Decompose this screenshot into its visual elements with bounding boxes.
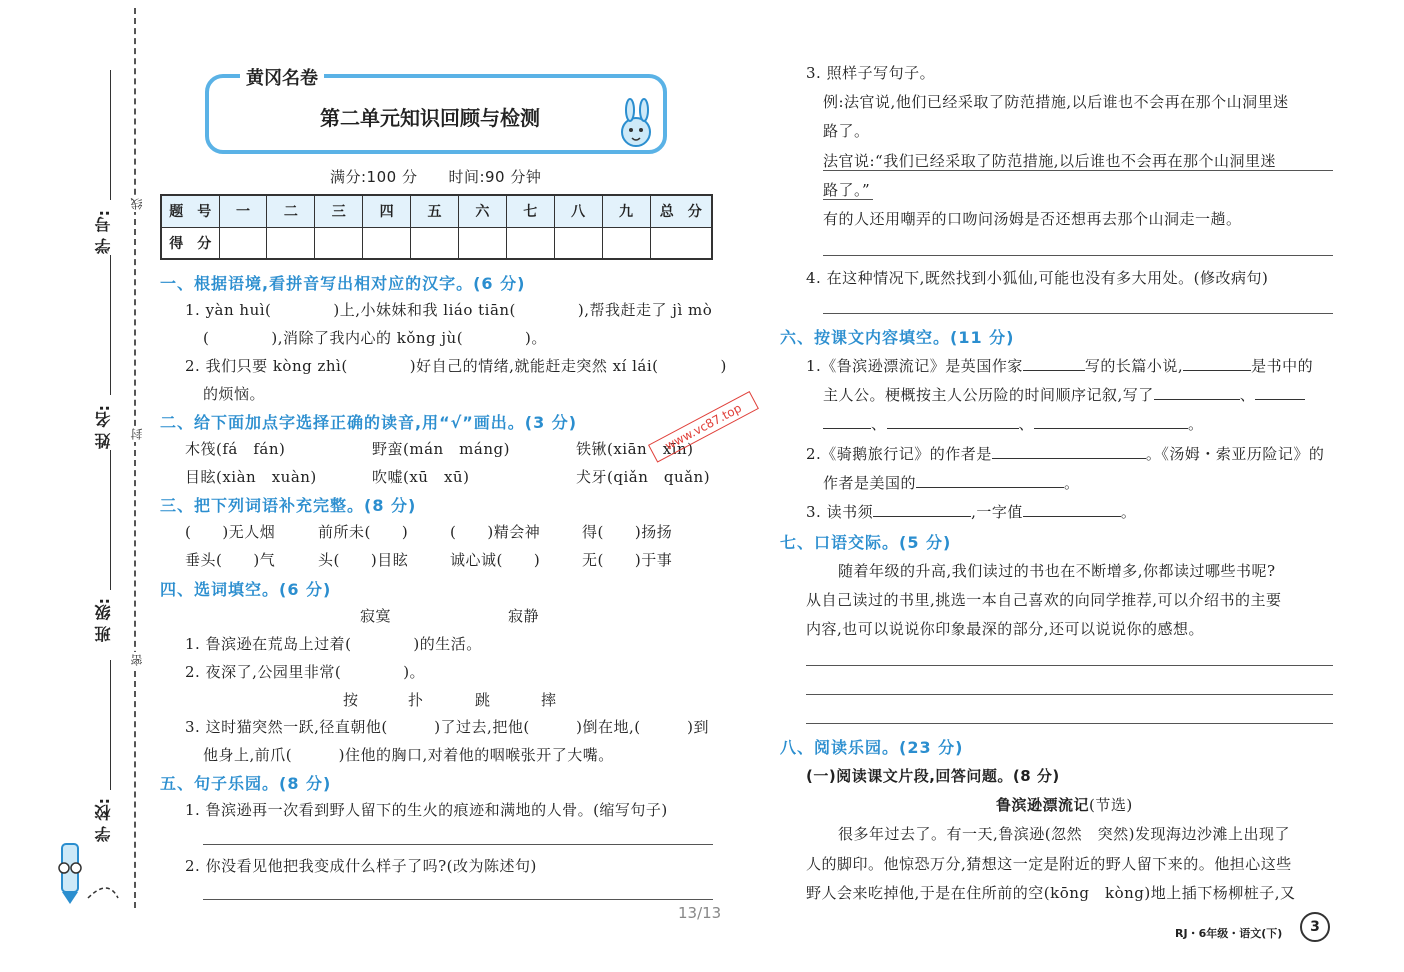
r-task: 有的人还用嘲弄的口吻问汤姆是否还想再去那个山洞走一趟。 bbox=[823, 210, 1242, 228]
fill-blank[interactable] bbox=[873, 503, 971, 517]
margin-fill-line bbox=[110, 450, 111, 590]
score-header-cell: 三 bbox=[315, 195, 363, 227]
fill-blank[interactable] bbox=[1183, 357, 1251, 371]
s6-q2b: 作者是美国的 。 bbox=[823, 474, 1080, 492]
binding-dash-line bbox=[134, 8, 136, 908]
s2-item: 吹嘘(xū xū) bbox=[372, 468, 470, 486]
s4-q2: 2. 夜深了,公园里非常( )。 bbox=[185, 663, 426, 681]
s3-item: ( )精会神 bbox=[450, 523, 541, 541]
exam-meta: 满分:100 分 时间:90 分钟 bbox=[330, 168, 542, 186]
s4-word: 寂寞 bbox=[360, 607, 392, 625]
score-header-cell: 二 bbox=[267, 195, 315, 227]
s3-item: 得( )扬扬 bbox=[582, 523, 673, 541]
s4-word: 摔 bbox=[541, 691, 557, 709]
grade-footer: RJ・6年级・语文(下) bbox=[1175, 927, 1283, 940]
score-header-cell: 四 bbox=[363, 195, 411, 227]
section-6-title: 六、按课文内容填空。(11 分) bbox=[780, 328, 1015, 347]
s3-item: 无( )于事 bbox=[582, 551, 673, 569]
score-header-cell: 一 bbox=[219, 195, 267, 227]
watermark: www.vc87.top bbox=[648, 391, 759, 462]
r-ex1b: 路了。 bbox=[823, 122, 870, 140]
r-ex2b: 路了。” bbox=[823, 181, 871, 199]
fill-blank[interactable] bbox=[887, 415, 1019, 429]
fill-blank[interactable] bbox=[916, 474, 1064, 488]
brand-logo: 黄冈名卷 bbox=[240, 64, 324, 90]
fill-blank[interactable] bbox=[823, 415, 871, 429]
s6-q2a: 2.《骑鹅旅行记》的作者是 。《汤姆・索亚历险记》的 bbox=[806, 445, 1325, 463]
score-cell[interactable] bbox=[219, 227, 267, 259]
margin-fill-line bbox=[110, 660, 111, 790]
section-1-title: 一、根据语境,看拼音写出相对应的汉字。(6 分) bbox=[160, 274, 526, 293]
score-header-cell: 九 bbox=[602, 195, 650, 227]
s4-word: 寂静 bbox=[508, 607, 540, 625]
page-title: 第二单元知识回顾与检测 bbox=[320, 106, 540, 130]
score-header-cell: 题 号 bbox=[161, 195, 219, 227]
s5-q2: 2. 你没看见他把我变成什么样子了吗?(改为陈述句) bbox=[185, 857, 537, 875]
answer-line[interactable] bbox=[806, 694, 1333, 695]
section-3-title: 三、把下列词语补充完整。(8 分) bbox=[160, 496, 417, 515]
s3-item: 垂头( )气 bbox=[185, 551, 276, 569]
passage-line: 人的脚印。他惊恐万分,猜想这一定是附近的野人留下来的。他担心这些 bbox=[806, 855, 1292, 873]
s2-item: 犬牙(qiǎn quǎn) bbox=[576, 468, 711, 486]
section-2-title: 二、给下面加点字选择正确的读音,用“√”画出。(3 分) bbox=[160, 413, 578, 432]
section-7-title: 七、口语交际。(5 分) bbox=[780, 533, 952, 552]
fill-blank[interactable] bbox=[1255, 386, 1305, 400]
s3-item: 头( )目眩 bbox=[318, 551, 409, 569]
s8-subtitle: (一)阅读课文片段,回答问题。(8 分) bbox=[806, 767, 1060, 785]
fill-blank[interactable] bbox=[1023, 357, 1085, 371]
answer-line[interactable] bbox=[823, 313, 1333, 314]
s6-q1c: 、 、 。 bbox=[823, 413, 1204, 434]
fill-blank[interactable] bbox=[1023, 503, 1121, 517]
score-cell[interactable] bbox=[411, 227, 459, 259]
section-4-title: 四、选词填空。(6 分) bbox=[160, 580, 332, 599]
margin-tag-secret: 密 bbox=[130, 654, 144, 666]
s7-p2: 从自己读过的书里,挑选一本自己喜欢的向同学推荐,可以介绍书的主要 bbox=[806, 591, 1282, 609]
page-indicator: 13/13 bbox=[678, 904, 722, 922]
answer-line[interactable] bbox=[823, 255, 1333, 256]
s3-item: ( )无人烟 bbox=[185, 523, 276, 541]
score-header-cell: 总 分 bbox=[650, 195, 712, 227]
answer-line[interactable] bbox=[806, 723, 1333, 724]
s6-q1b: 主人公。梗概按主人公历险的时间顺序记叙,写了 、 bbox=[823, 384, 1305, 405]
margin-tag-line: 线 bbox=[130, 198, 144, 210]
score-cell[interactable] bbox=[315, 227, 363, 259]
score-cell[interactable] bbox=[363, 227, 411, 259]
score-table bbox=[160, 194, 713, 260]
s1-line-4: 的烦恼。 bbox=[203, 385, 266, 403]
pen-mascot-icon bbox=[48, 838, 122, 912]
score-cell[interactable] bbox=[554, 227, 602, 259]
s4-word: 扑 bbox=[408, 691, 424, 709]
s2-item: 铁锹(xiān xīn) bbox=[576, 440, 694, 458]
section-5-title: 五、句子乐园。(8 分) bbox=[160, 774, 332, 793]
page-number-badge: 3 bbox=[1300, 912, 1330, 942]
s1-line-3: 2. 我们只要 kòng zhì( )好自己的情绪,就能赶走突然 xí lái( ) bbox=[185, 357, 727, 375]
score-header-cell: 五 bbox=[411, 195, 459, 227]
answer-line[interactable] bbox=[203, 844, 713, 845]
score-header-cell: 六 bbox=[458, 195, 506, 227]
r-ex1a: 例:法官说,他们已经采取了防范措施,以后谁也不会再在那个山洞里迷 bbox=[823, 93, 1289, 111]
s4-q3a: 3. 这时猫突然一跃,径直朝他( )了过去,把他( )倒在地,( )到 bbox=[185, 718, 709, 736]
s4-word: 按 bbox=[343, 691, 359, 709]
passage-line: 野人会来吃掉他,于是在住所前的空(kōng kòng)地上插下杨柳桩子,又 bbox=[806, 884, 1296, 902]
s7-p1: 随着年级的升高,我们读过的书也在不断增多,你都读过哪些书呢? bbox=[838, 562, 1276, 580]
margin-label-class: 班 级: bbox=[94, 598, 113, 642]
s3-item: 诚心诚( ) bbox=[450, 551, 541, 569]
rabbit-mascot-icon bbox=[604, 98, 662, 152]
s1-line-1: 1. yàn huì( )上,小妹妹和我 liáo tiān( ),帮我赶走了 jì mò bbox=[185, 301, 713, 319]
s6-q3: 3. 读书须 ,一字值 。 bbox=[806, 503, 1137, 521]
passage-title: 鲁滨逊漂流记(节选) bbox=[996, 796, 1133, 814]
fill-blank[interactable] bbox=[1154, 386, 1240, 400]
margin-tag-seal: 封 bbox=[130, 428, 144, 440]
margin-label-school: 学 校: bbox=[94, 798, 113, 842]
s5-q1: 1. 鲁滨逊再一次看到野人留下的生火的痕迹和满地的人骨。(缩写句子) bbox=[185, 801, 668, 819]
r-q4: 4. 在这种情况下,既然找到小狐仙,可能也没有多大用处。(修改病句) bbox=[806, 269, 1269, 287]
margin-label-name: 姓 名: bbox=[94, 405, 113, 449]
section-8-title: 八、阅读乐园。(23 分) bbox=[780, 738, 964, 757]
s2-item: 目眩(xiàn xuàn) bbox=[185, 468, 317, 486]
fill-blank[interactable] bbox=[1034, 415, 1188, 429]
s2-item: 木筏(fá fán) bbox=[185, 440, 286, 458]
s7-p3: 内容,也可以说说你印象最深的部分,还可以说说你的感想。 bbox=[806, 620, 1205, 638]
margin-fill-line bbox=[110, 70, 111, 200]
s1-line-2: ( ),消除了我内心的 kǒng jù( )。 bbox=[203, 329, 547, 347]
example-underline bbox=[823, 170, 1333, 171]
score-row-label: 得 分 bbox=[161, 227, 219, 259]
margin-label-id: 学 号: bbox=[94, 210, 113, 254]
score-header-cell: 八 bbox=[554, 195, 602, 227]
r-ex2a: 法官说:“我们已经采取了防范措施,以后谁也不会再在那个山洞里迷 bbox=[823, 152, 1276, 170]
example-underline bbox=[823, 199, 873, 200]
s6-q1a: 1.《鲁滨逊漂流记》是英国作家 写的长篇小说, 是书中的 bbox=[806, 357, 1314, 375]
fill-blank[interactable] bbox=[992, 445, 1146, 459]
score-header-cell: 七 bbox=[506, 195, 554, 227]
passage-line: 很多年过去了。有一天,鲁滨逊(忽然 突然)发现海边沙滩上出现了 bbox=[838, 825, 1290, 843]
r-q3: 3. 照样子写句子。 bbox=[806, 64, 936, 82]
score-cell[interactable] bbox=[602, 227, 650, 259]
answer-line[interactable] bbox=[203, 899, 713, 900]
score-cell[interactable] bbox=[458, 227, 506, 259]
score-cell[interactable] bbox=[267, 227, 315, 259]
s3-item: 前所未( ) bbox=[318, 523, 409, 541]
answer-line[interactable] bbox=[806, 665, 1333, 666]
s4-q3b: 他身上,前爪( )住他的胸口,对着他的咽喉张开了大嘴。 bbox=[203, 746, 614, 764]
score-cell[interactable] bbox=[506, 227, 554, 259]
score-cell[interactable] bbox=[650, 227, 712, 259]
margin-fill-line bbox=[110, 255, 111, 395]
s2-item: 野蛮(mán máng) bbox=[372, 440, 510, 458]
s4-q1: 1. 鲁滨逊在荒岛上过着( )的生活。 bbox=[185, 635, 482, 653]
s4-word: 跳 bbox=[475, 691, 491, 709]
